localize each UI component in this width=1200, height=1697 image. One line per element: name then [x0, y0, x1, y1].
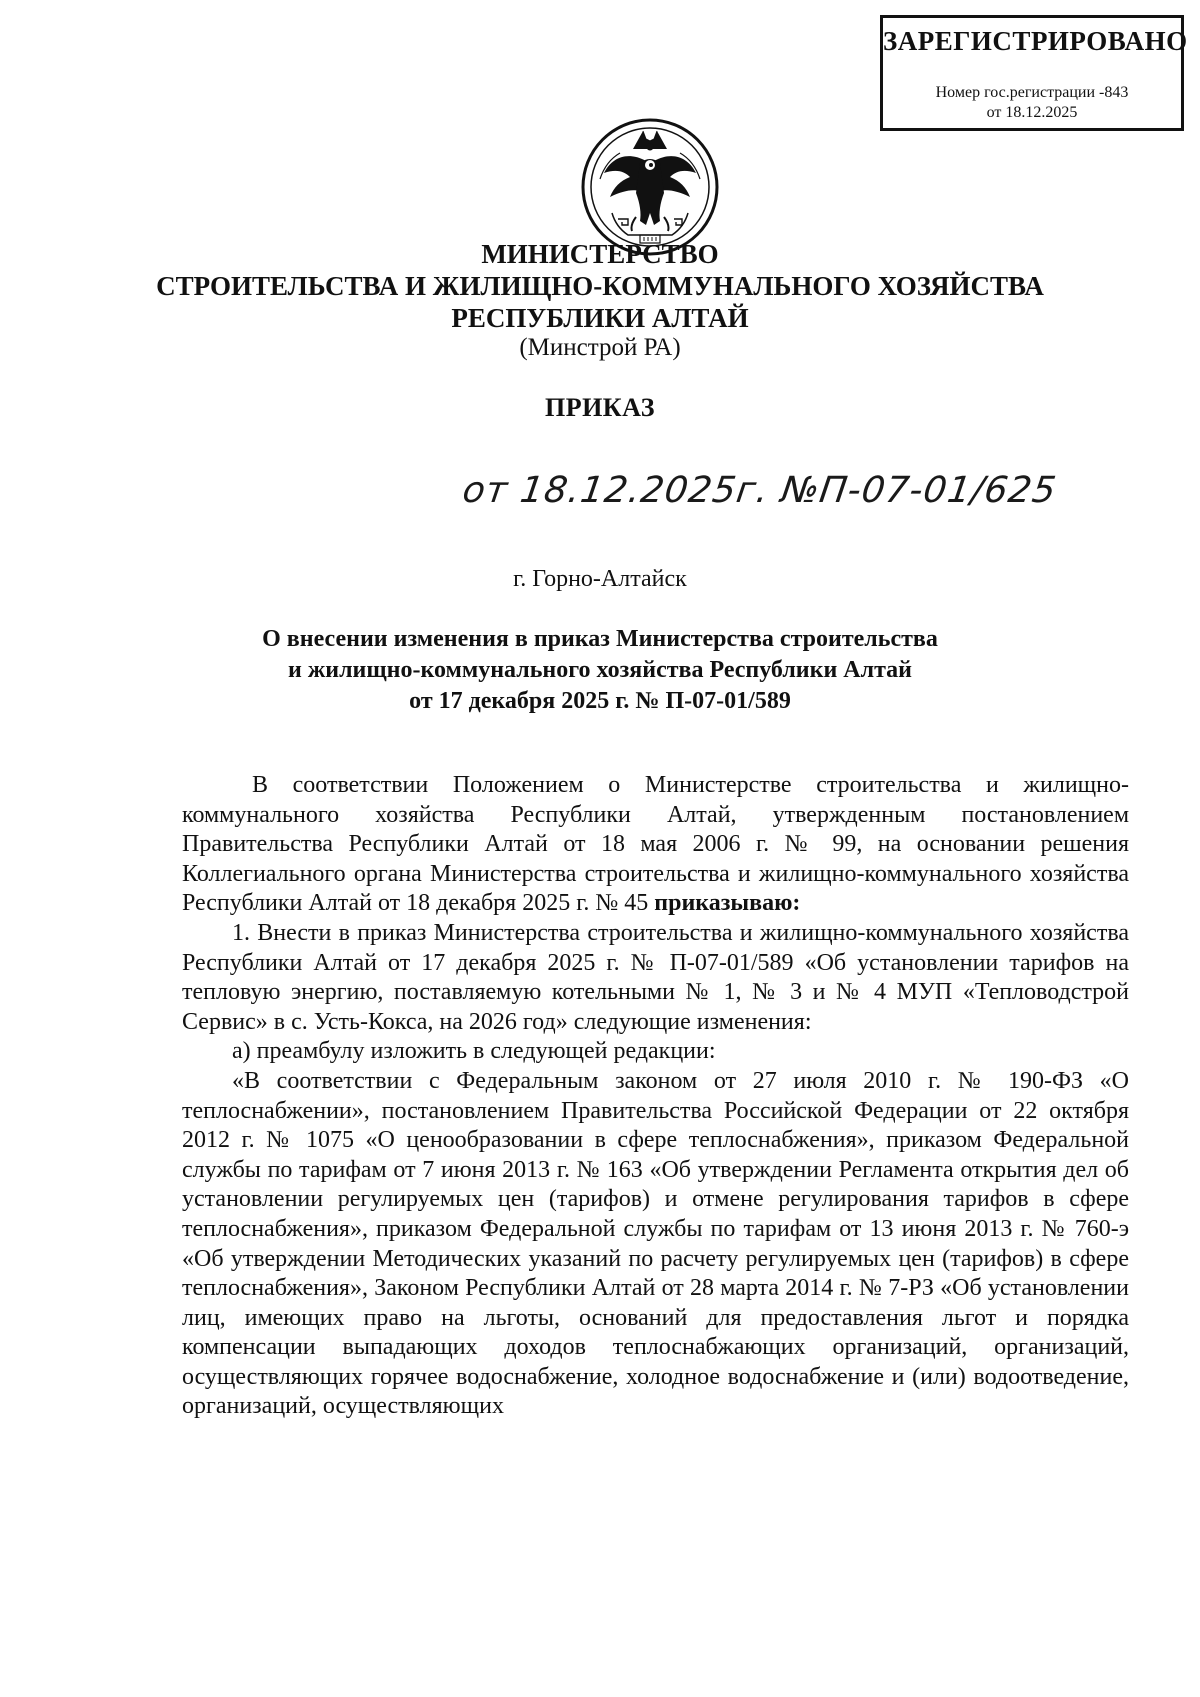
ministry-heading-line: СТРОИТЕЛЬСТВА И ЖИЛИЩНО-КОММУНАЛЬНОГО ХОЗЯЙСТВА	[156, 271, 1044, 301]
preamble-text: В соответствии Положением о Министерстве строительства и жилищно-коммунального хозяйства Республики Алтай, утвержденным постановлением Правительства Республики Алтай от 18 мая 2006 г. № 99, на основании решения Коллегиального органа Министерства строительства и жилищно-коммунального хозяйства Республики Алтай от 18 декабря 2025 г. № 45	[182, 772, 1129, 917]
order-subject-line: от 17 декабря 2025 г. № П-07-01/589	[409, 688, 791, 714]
registration-stamp-title: ЗАРЕГИСТРИРОВАНО	[883, 26, 1188, 56]
handwritten-date-number: от 18.12.2025г. №П-07-01/625	[460, 470, 1060, 511]
ministry-heading	[0, 238, 1200, 334]
item-1-paragraph: 1. Внести в приказ Министерства строительства и жилищно-коммунального хозяйства Республики Алтай от 17 декабря 2025 г. № П-07-01/589 «Об установлении тарифов на тепловую энергию, поставляемую котельными № 1, № 3 и № 4 МУП «Тепловодстрой Сервис» в с. Усть-Кокса, на 2026 год» следующие изменения:	[182, 919, 1129, 1035]
registration-number: Номер гос.регистрации -843	[935, 84, 1129, 101]
order-body	[182, 771, 1129, 1422]
order-subject-line: и жилищно-коммунального хозяйства Республики Алтай	[288, 657, 912, 683]
ministry-heading-line: МИНИСТЕРСТВО	[481, 239, 719, 269]
registration-date: от 18.12.2025	[986, 104, 1078, 121]
order-subject-line: О внесении изменения в приказ Министерства строительства	[262, 626, 938, 652]
ministry-heading-line: РЕСПУБЛИКИ АЛТАЙ	[451, 303, 749, 333]
ministry-short-name: (Минстрой РА)	[519, 334, 681, 361]
item-a-paragraph: а) преамбулу изложить в следующей редакции:	[232, 1038, 716, 1065]
order-subject	[0, 624, 1200, 717]
registration-stamp	[880, 15, 1188, 131]
preamble-paragraph	[182, 771, 1129, 919]
quoted-preamble-paragraph: «В соответствии с Федеральным законом от 27 июля 2010 г. № 190-ФЗ «О теплоснабжении», постановлением Правительства Российской Федерации от 22 октября 2012 г. № 1075 «О ценообразовании в сфере теплоснабжения», приказом Федеральной службы по тарифам от 7 июня 2013 г. № 163 «Об утверждении Регламента открытия дел об установлении регулируемых цен (тарифов) и отмене регулирования тарифов в сфере теплоснабжения», приказом Федеральной службы по тарифам от 13 июня 2013 г. № 760-э «Об утверждении Методических указаний по расчету регулируемых цен (тарифов) в сфере теплоснабжения», Законом Республики Алтай от 28 марта 2014 г. № 7-РЗ «Об установлении лиц, имеющих право на льготы, оснований для предоставления льгот и порядка компенсации выпадающих доходов теплоснабжающих организаций, организаций, осуществляющих горячее водоснабжение, холодное водоснабжение и (или) водоотведение, организаций, осуществляющих	[182, 1067, 1129, 1420]
city-line: г. Горно-Алтайск	[513, 566, 687, 592]
preamble-order-word: приказываю:	[654, 890, 801, 917]
coat-of-arms-icon	[580, 117, 720, 257]
document-type: ПРИКАЗ	[544, 393, 656, 422]
